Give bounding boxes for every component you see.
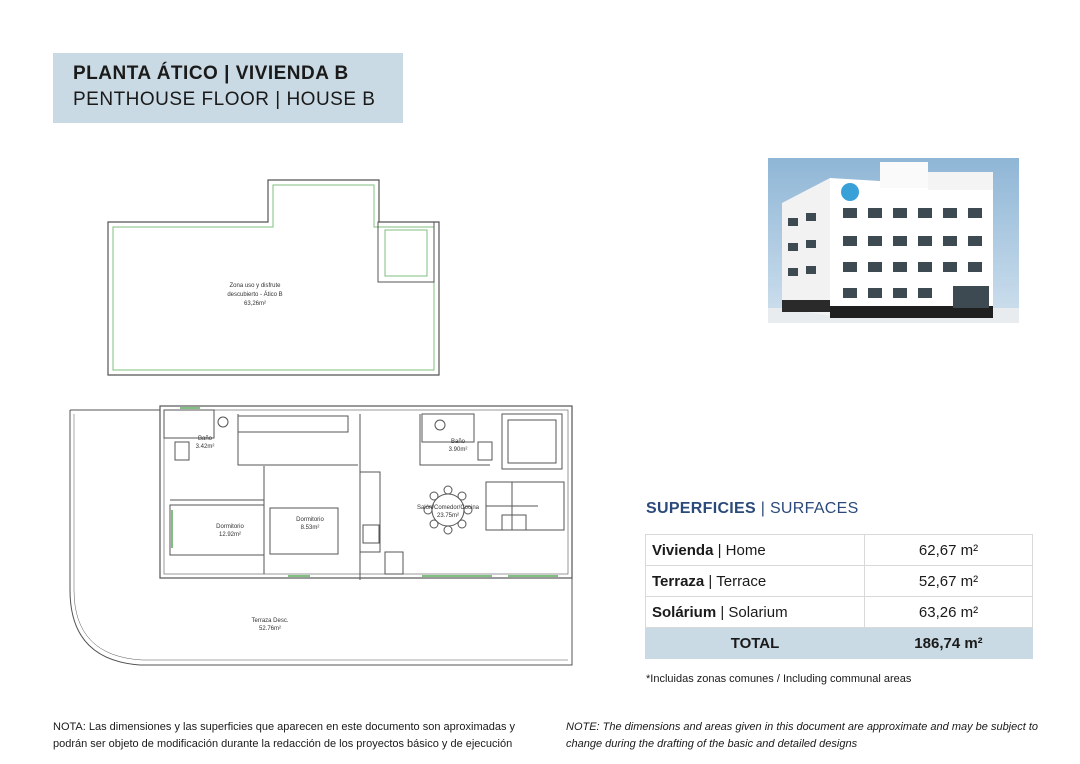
floor-plan	[60, 170, 580, 670]
bano1-name: Baño	[197, 436, 213, 442]
note-english: NOTE: The dimensions and areas given in this document are approximate and may be subject to change during the drafting of the basic and detailed designs	[566, 721, 1039, 750]
solarium-inner-green	[113, 185, 434, 370]
surfaces-heading	[646, 500, 859, 518]
terrace-outline	[70, 410, 572, 665]
surface-label-rest: | Home	[713, 541, 766, 559]
solarium-light-box	[378, 222, 434, 282]
surface-label-rest: | Solarium	[716, 603, 788, 621]
window-marks	[172, 408, 558, 576]
bano2-area: 3.90m²	[448, 447, 468, 453]
dorm1-name: Dormitorio	[216, 524, 244, 530]
surface-label-rest: | Terrace	[704, 572, 767, 590]
surface-value: 63,26 m²	[865, 597, 1033, 628]
salon-name: Salón/Comedor/Cocina	[416, 505, 480, 511]
title-english: PENTHOUSE FLOOR | HOUSE B	[73, 89, 376, 110]
surfaces-heading-rest: | SURFACES	[756, 500, 859, 517]
surface-label	[646, 597, 865, 628]
dorm2-area: 8.53m²	[300, 525, 320, 531]
surface-label-bold: Solárium	[652, 603, 717, 621]
surface-label	[646, 535, 865, 566]
surface-label	[646, 566, 865, 597]
bano2-name: Baño	[450, 439, 466, 445]
location-marker-icon	[841, 183, 859, 201]
solarium-label-1: Zona uso y disfrute	[229, 283, 281, 289]
terraza-area: 52.76m²	[258, 626, 282, 632]
total-label: TOTAL	[646, 628, 865, 659]
title-spanish: PLANTA ÁTICO | VIVIENDA B	[73, 63, 349, 84]
note-spanish: NOTA: Las dimensiones y las superficies que aparecen en este documento son aproximadas y podrán ser objeto de modificación durante la redacción de los proyectos básico y de ejecución	[53, 721, 516, 750]
surfaces-table	[645, 534, 1033, 659]
solarium-label-2: descubierto - Ático B	[227, 292, 283, 298]
surface-label-bold: Vivienda	[652, 541, 714, 559]
surface-label-bold: Terraza	[652, 572, 705, 590]
bano1-area: 3.42m²	[195, 444, 215, 450]
salon-area: 23.75m²	[436, 513, 460, 519]
interior-walls	[164, 410, 564, 580]
table-row	[646, 566, 1033, 597]
building-render-image	[768, 158, 1019, 323]
surface-value: 62,67 m²	[865, 535, 1033, 566]
total-value: 186,74 m²	[865, 628, 1033, 659]
terraza-name: Terraza Desc.	[251, 618, 289, 624]
dorm1-area: 12.92m²	[218, 532, 242, 538]
solarium-label-3: 63,26m²	[243, 301, 267, 307]
surface-value: 52,67 m²	[865, 566, 1033, 597]
dorm2-name: Dormitorio	[296, 517, 324, 523]
table-row	[646, 535, 1033, 566]
title-box	[53, 53, 403, 123]
surfaces-footnote: *Incluidas zonas comunes / Including communal areas	[646, 673, 912, 685]
total-row	[646, 628, 1033, 659]
table-row	[646, 597, 1033, 628]
surfaces-heading-bold: SUPERFICIES	[646, 500, 756, 517]
